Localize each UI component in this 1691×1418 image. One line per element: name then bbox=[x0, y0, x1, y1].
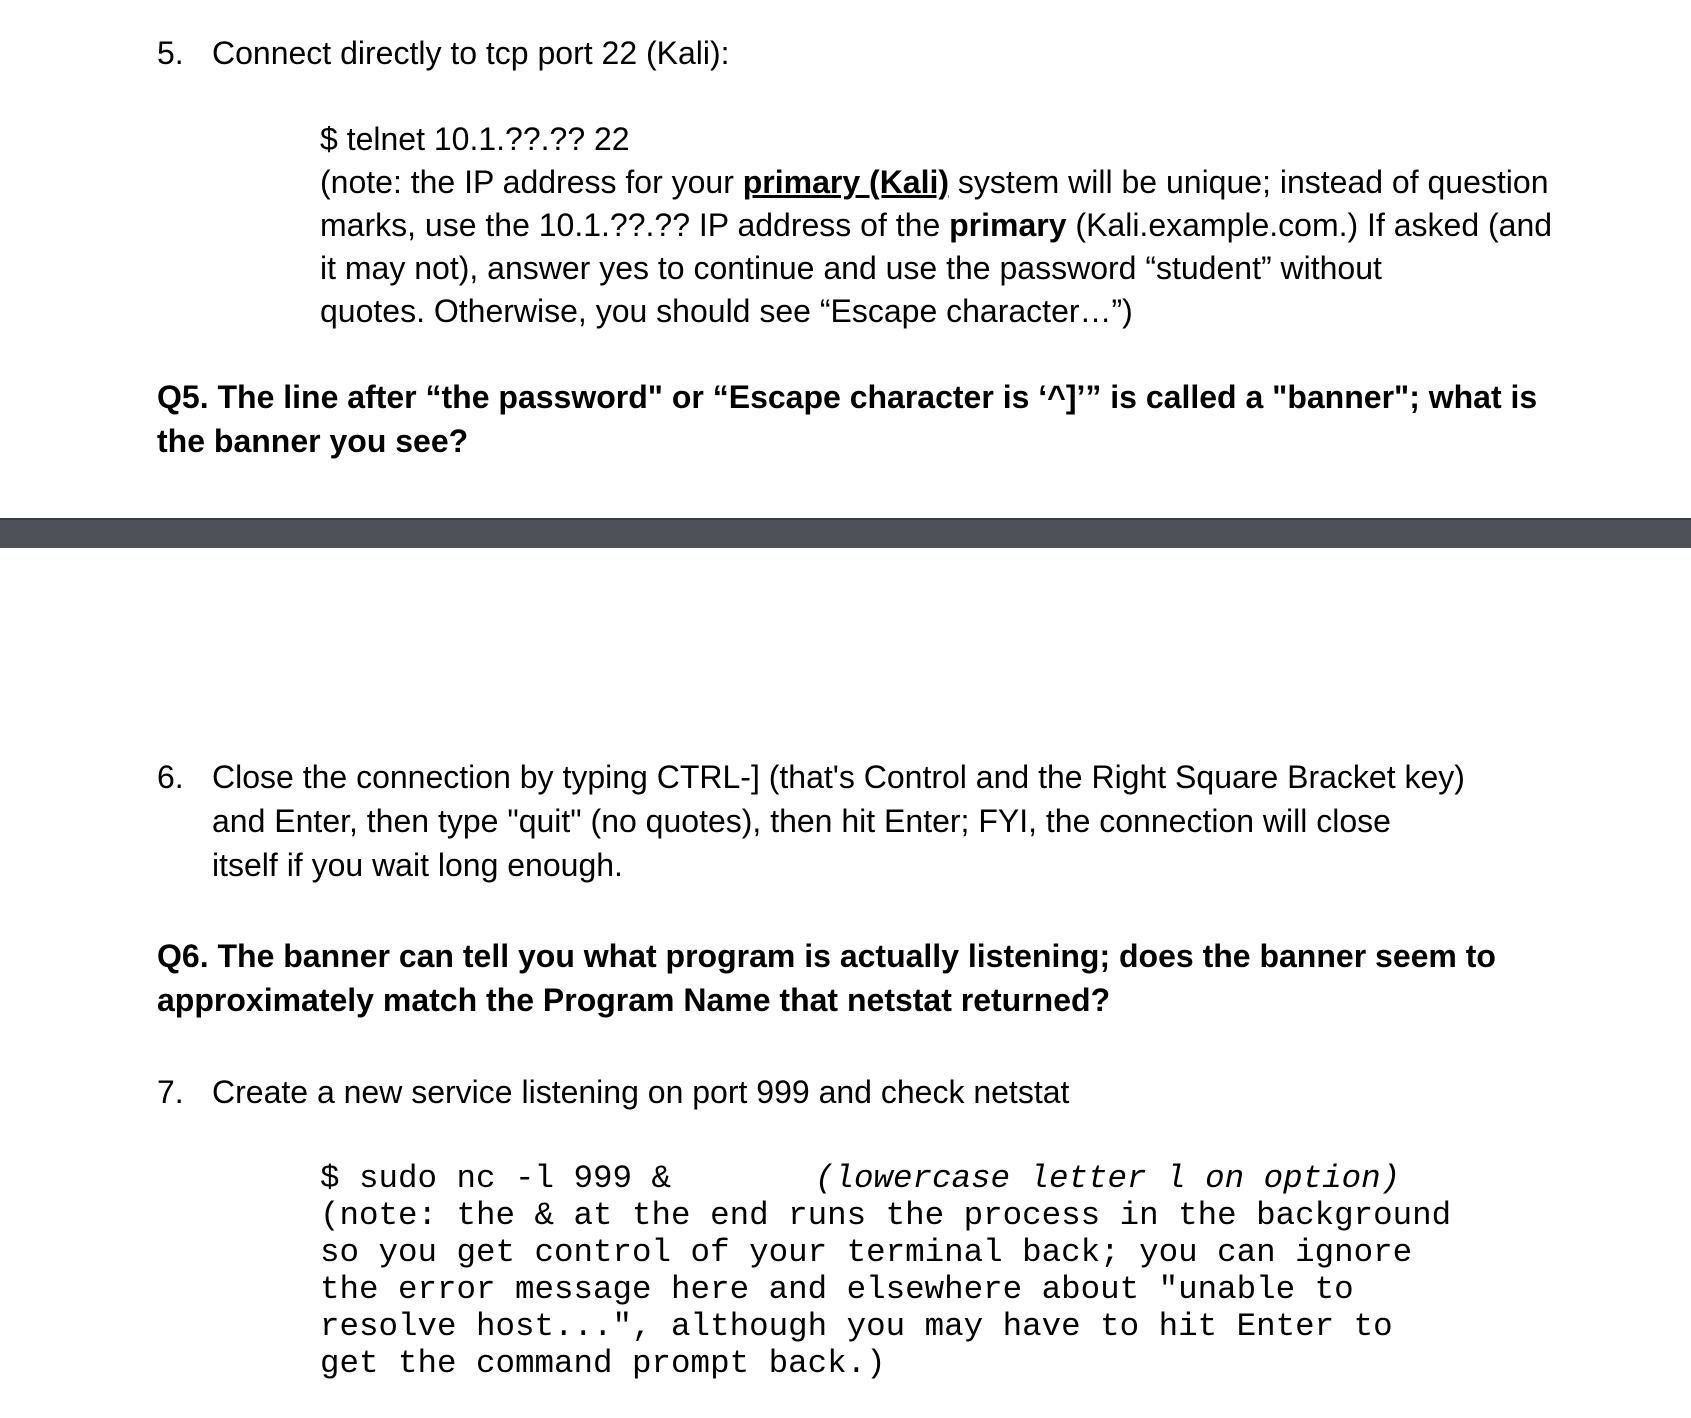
step5-text: Connect directly to tcp port 22 (Kali): bbox=[212, 35, 730, 71]
step5-command: $ telnet 10.1.??.?? 22 bbox=[320, 121, 630, 157]
document-page-top bbox=[0, 0, 1691, 518]
primary-kali-emphasis: primary (Kali) bbox=[742, 164, 950, 200]
step5-note-line-1: (note: the IP address for your primary (Kali) system will be unique; instead of question bbox=[320, 164, 1549, 200]
step6-line-1: Close the connection by typing CTRL-] (that's Control and the Right Square Bracket key) bbox=[212, 759, 1465, 795]
step7-note-line-2: so you get control of your terminal back; you can ignore bbox=[320, 1234, 1413, 1271]
page-separator bbox=[0, 518, 1691, 548]
q5-line-2: the banner you see? bbox=[157, 423, 469, 459]
step5-note-line-2: marks, use the 10.1.??.?? IP address of the primary (Kali.example.com.) If asked (and bbox=[320, 207, 1553, 243]
primary-emphasis: primary bbox=[949, 207, 1067, 243]
step6-number: 6. bbox=[157, 759, 184, 795]
step7-note-line-1: (note: the & at the end runs the process in the background bbox=[320, 1197, 1452, 1234]
document-page-bottom bbox=[0, 548, 1691, 1418]
step6-line-3: itself if you wait long enough. bbox=[212, 847, 623, 883]
step6-line-2: and Enter, then type "quit" (no quotes), then hit Enter; FYI, the connection will close bbox=[212, 803, 1391, 839]
step5-note-line-3: it may not), answer yes to continue and use the password “student” without bbox=[320, 250, 1382, 286]
step7-note-line-4: resolve host...", although you may have to hit Enter to bbox=[320, 1308, 1393, 1345]
step5-number: 5. bbox=[157, 35, 184, 71]
step7-command-hint: (lowercase letter l on option) bbox=[815, 1160, 1401, 1197]
step7-text: Create a new service listening on port 999 and check netstat bbox=[212, 1074, 1070, 1110]
q6-line-2: approximately match the Program Name that netstat returned? bbox=[157, 982, 1111, 1018]
q5-line-1: Q5. The line after “the password" or “Escape character is ‘^]’” is called a "banner"; what is bbox=[157, 379, 1538, 415]
step5-note-line-4: quotes. Otherwise, you should see “Escape character…”) bbox=[320, 293, 1133, 329]
step7-command: $ sudo nc -l 999 & bbox=[320, 1160, 672, 1197]
step7-number: 7. bbox=[157, 1074, 184, 1110]
q6-line-1: Q6. The banner can tell you what program is actually listening; does the banner seem to bbox=[157, 938, 1496, 974]
step7-note-line-3: the error message here and elsewhere about "unable to bbox=[320, 1271, 1354, 1308]
step7-note-line-5: get the command prompt back.) bbox=[320, 1345, 886, 1382]
